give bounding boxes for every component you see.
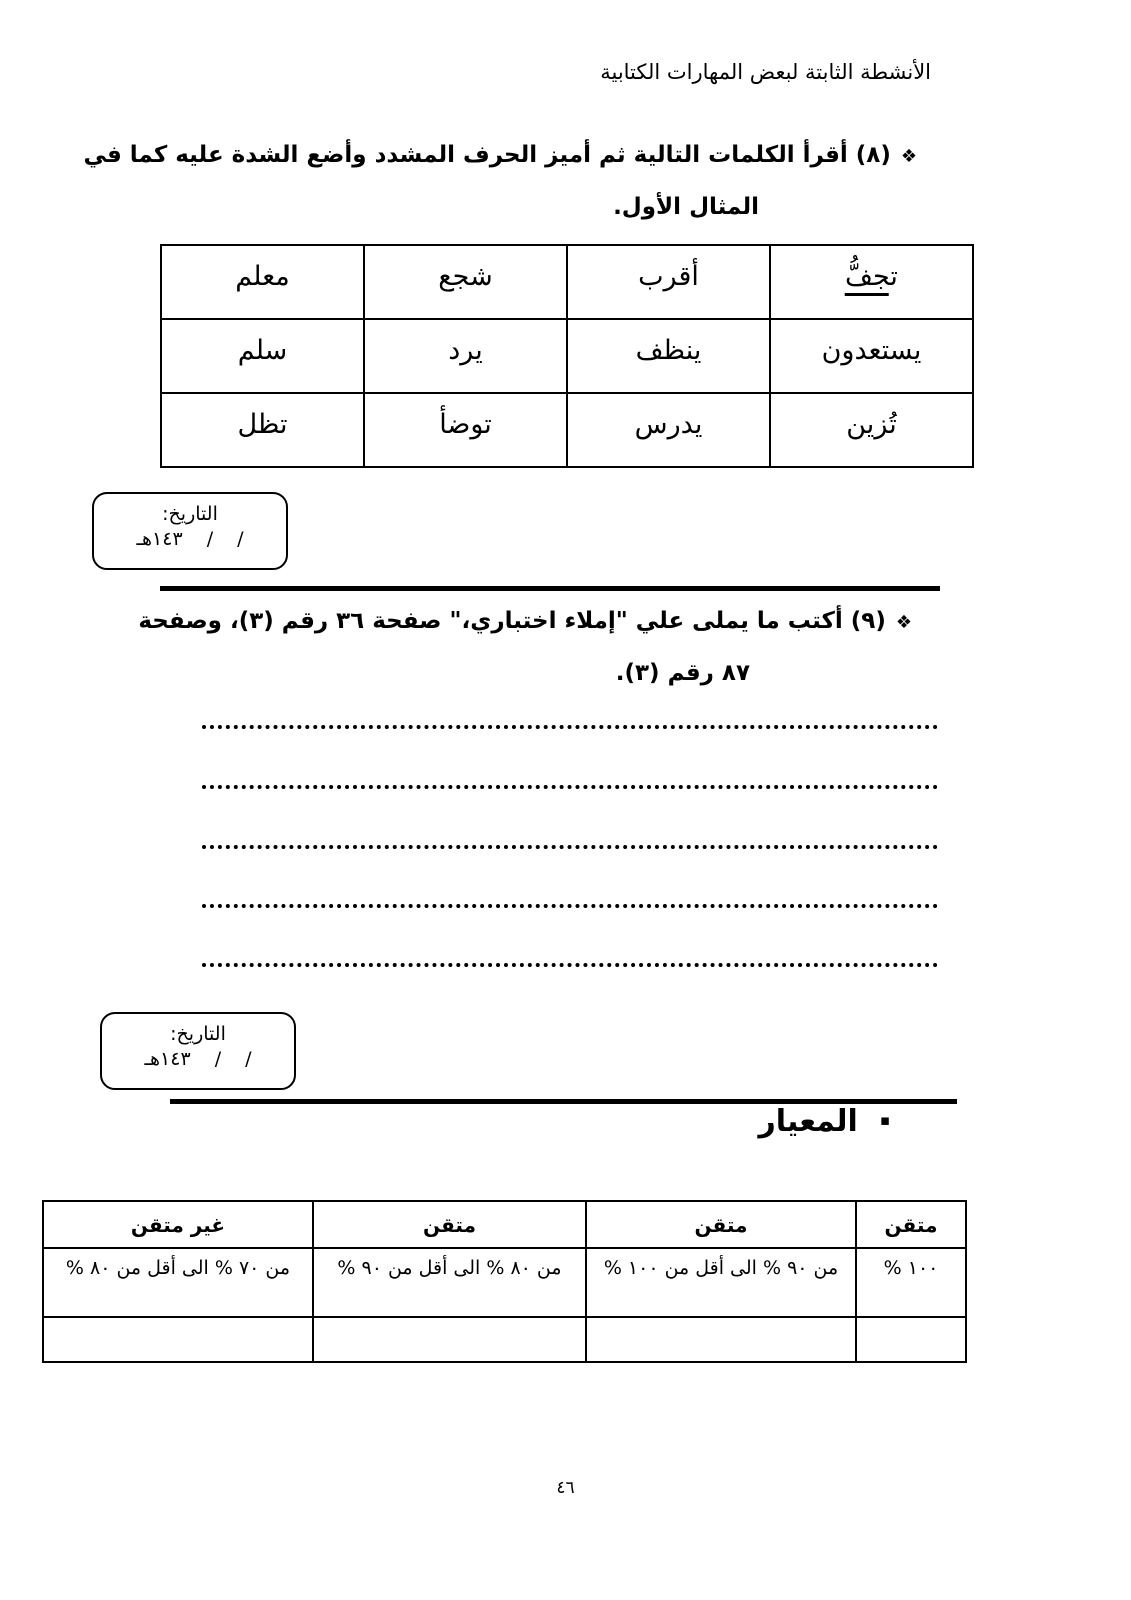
- word-cell: تُزين: [770, 393, 973, 467]
- exercise-8-instruction: [83, 130, 917, 232]
- word-cell: سلم: [161, 319, 364, 393]
- criteria-value-row: [43, 1248, 966, 1317]
- criteria-header: متقن: [856, 1201, 966, 1248]
- exercise-8-line2: المثال الأول.: [613, 194, 759, 220]
- criteria-empty-cell: [856, 1317, 966, 1362]
- exercise-9-text: (٩) أكتب ما يملى علي "إملاء اختباري،" صفحة ٣٦ رقم (٣)، وصفحة: [138, 608, 886, 634]
- criteria-empty-cell: [586, 1317, 856, 1362]
- word-cell: شجع: [364, 245, 567, 319]
- writing-line: [202, 725, 938, 729]
- date-label: التاريخ:: [162, 503, 218, 525]
- table-row: [161, 393, 973, 467]
- criteria-heading: [758, 1104, 890, 1139]
- word-cell: يستعدون: [770, 319, 973, 393]
- date-value: / / ١٤٣هـ: [136, 528, 244, 550]
- word-cell: توضأ: [364, 393, 567, 467]
- table-row: [161, 319, 973, 393]
- date-value: / / ١٤٣هـ: [144, 1048, 252, 1070]
- page-number: ٤٦: [556, 1478, 575, 1498]
- criteria-header: متقن: [313, 1201, 586, 1248]
- exercise-9-line2: ٨٧ رقم (٣).: [615, 660, 750, 686]
- exercise-9-line1: [138, 596, 912, 648]
- criteria-table: [42, 1200, 967, 1363]
- date-label: التاريخ:: [170, 1023, 226, 1045]
- word-cell: تظل: [161, 393, 364, 467]
- criteria-empty-cell: [43, 1317, 313, 1362]
- criteria-header: غير متقن: [43, 1201, 313, 1248]
- exercise-8-line1: [83, 130, 917, 182]
- criteria-value: ١٠٠ %: [856, 1248, 966, 1317]
- date-box: [100, 1012, 296, 1090]
- diamond-bullet-icon: ❖: [895, 612, 912, 633]
- criteria-value: من ٨٠ % الى أقل من ٩٠ %: [313, 1248, 586, 1317]
- word-cell-example: تجفُّ: [770, 245, 973, 319]
- criteria-empty-cell: [313, 1317, 586, 1362]
- horizontal-rule: [160, 586, 940, 591]
- diamond-bullet-icon: ❖: [900, 146, 917, 167]
- date-box: [92, 492, 288, 570]
- word-cell: ينظف: [567, 319, 770, 393]
- criteria-header: متقن: [586, 1201, 856, 1248]
- word-cell: يرد: [364, 319, 567, 393]
- criteria-header-row: [43, 1201, 966, 1248]
- square-bullet-icon: ▪: [879, 1111, 890, 1129]
- writing-line: [202, 845, 938, 849]
- writing-line: [202, 904, 938, 908]
- word-cell: معلم: [161, 245, 364, 319]
- table-row: [161, 245, 973, 319]
- word-cell: أقرب: [567, 245, 770, 319]
- writing-line: [202, 963, 938, 967]
- word-cell: يدرس: [567, 393, 770, 467]
- criteria-heading-text: المعيار: [758, 1104, 858, 1139]
- exercise-8-text: (٨) أقرأ الكلمات التالية ثم أميز الحرف المشدد وأضع الشدة عليه كما في: [83, 142, 891, 168]
- criteria-empty-row: [43, 1317, 966, 1362]
- writing-line: [202, 785, 938, 789]
- criteria-value: من ٧٠ % الى أقل من ٨٠ %: [43, 1248, 313, 1317]
- criteria-value: من ٩٠ % الى أقل من ١٠٠ %: [586, 1248, 856, 1317]
- page-header-title: الأنشطة الثابتة لبعض المهارات الكتابية: [600, 60, 931, 84]
- shadda-words-table: [160, 244, 974, 468]
- exercise-9-instruction: [138, 596, 912, 698]
